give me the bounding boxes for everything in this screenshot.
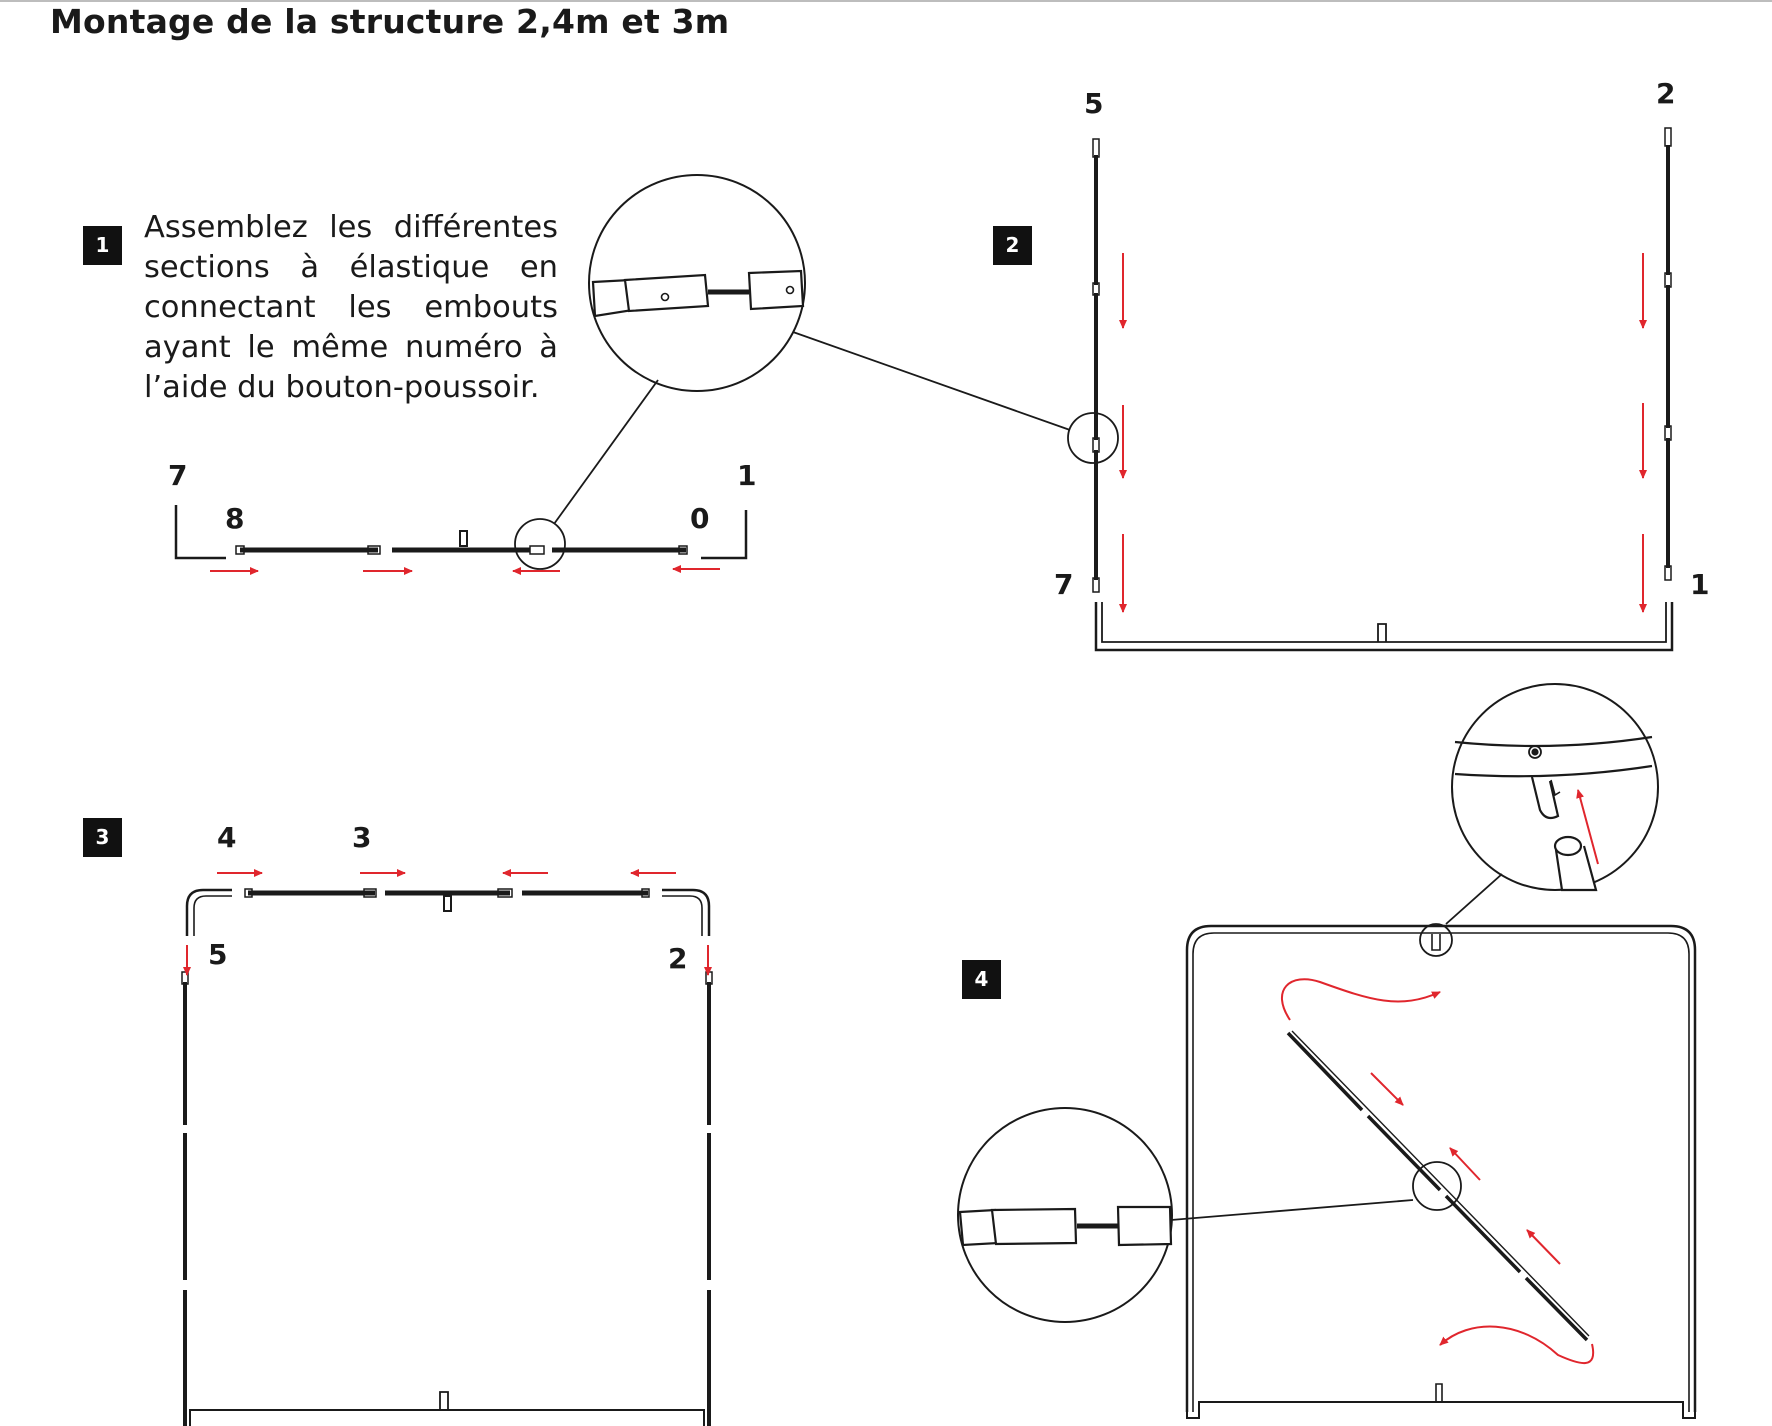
zoom-detail-1-content <box>593 271 803 316</box>
rotate-arrow-icon <box>1440 1327 1593 1364</box>
label-5: 5 <box>208 938 228 971</box>
label-2: 2 <box>1656 77 1676 110</box>
bottom-base-3 <box>190 1410 704 1426</box>
step-4-badge: 4 <box>962 960 1001 999</box>
zoom-marker-1 <box>515 519 565 569</box>
label-7: 7 <box>168 459 188 492</box>
zoom-detail-top <box>1452 684 1658 890</box>
step-3-badge: 3 <box>83 818 122 857</box>
connector-stub <box>460 531 467 546</box>
zoom-marker-top <box>1420 924 1452 956</box>
leader-line-2 <box>793 332 1070 430</box>
step-2-badge: 2 <box>993 226 1032 265</box>
step-2-arrows <box>1123 253 1643 612</box>
label-1: 1 <box>737 459 757 492</box>
step-1-arrows <box>210 569 720 571</box>
label-3: 3 <box>352 821 372 854</box>
label-2: 2 <box>668 942 688 975</box>
arrow-up-left-icon <box>1450 1148 1480 1180</box>
label-5: 5 <box>1084 87 1104 120</box>
base-stub <box>1378 624 1386 642</box>
top-bar-stub <box>444 896 451 911</box>
step-1-badge: 1 <box>83 226 122 265</box>
frame-outer <box>1187 926 1695 1412</box>
leader-line-1 <box>554 380 658 524</box>
step-1-labels <box>168 459 756 535</box>
step-2-figure <box>793 128 1672 650</box>
arrow-down-right-icon <box>1371 1073 1403 1105</box>
joint-b <box>530 546 544 554</box>
step-3-labels <box>208 821 687 975</box>
label-1: 1 <box>1690 568 1710 601</box>
step-3-figure <box>182 889 712 1426</box>
page-title: Montage de la structure 2,4m et 3m <box>50 2 730 41</box>
label-4: 4 <box>217 821 237 854</box>
bottom-base-4 <box>1187 1402 1695 1418</box>
leader-line-center <box>1171 1200 1413 1220</box>
diagonal-pole <box>1288 1033 1587 1340</box>
label-7: 7 <box>1054 568 1074 601</box>
rotate-arrow-icon <box>1282 979 1440 1020</box>
label-8: 8 <box>225 502 245 535</box>
step-1-instruction: Assemblez les différentes sections à élastique en connectant les embouts ayant le même numéro à l’aide du bouton-poussoir. <box>144 210 558 405</box>
step-3-arrows <box>187 873 708 975</box>
step-1-figure <box>176 175 805 569</box>
leader-line-top <box>1446 874 1502 924</box>
arrow-up-left-icon <box>1527 1230 1560 1264</box>
zoom-detail-center-content <box>960 1207 1171 1245</box>
step-4-figure <box>958 684 1695 1418</box>
label-0: 0 <box>690 502 710 535</box>
left-corner-piece <box>176 505 226 558</box>
zoom-detail-top-content <box>1455 737 1652 890</box>
step-2-labels <box>1054 77 1709 601</box>
